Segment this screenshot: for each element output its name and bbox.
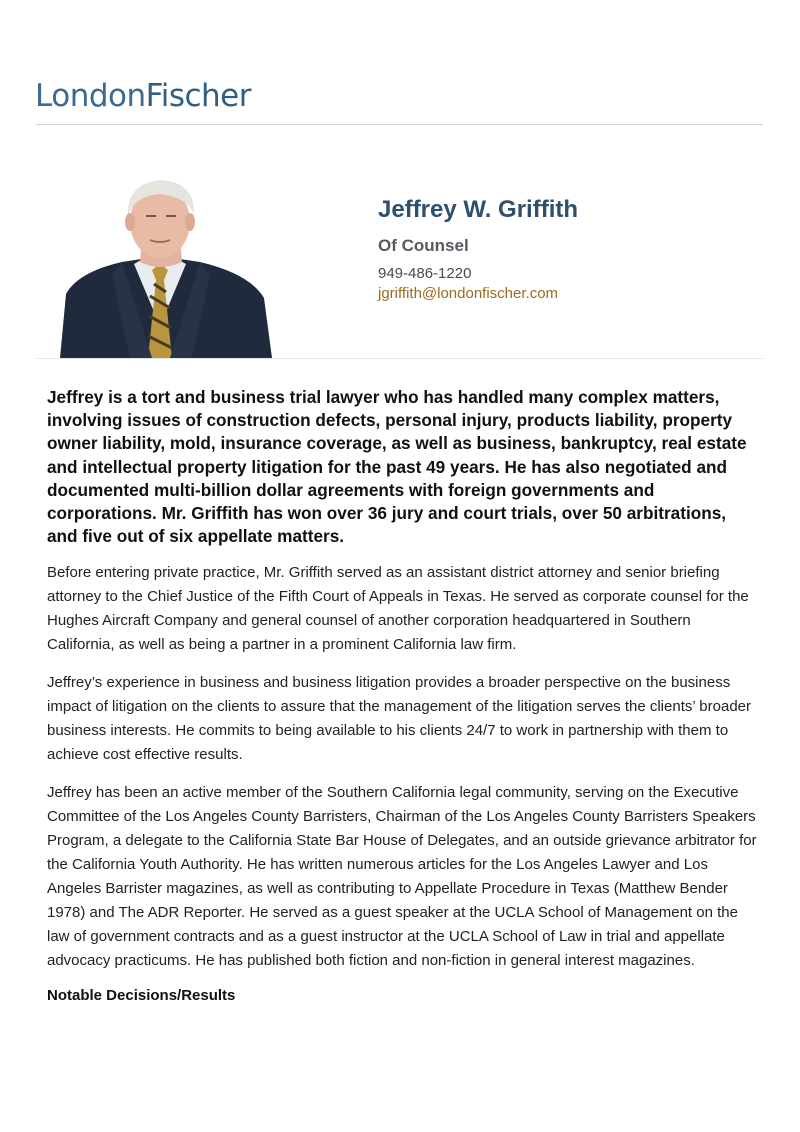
attorney-photo bbox=[60, 176, 272, 358]
bio-paragraph-2: Jeffrey’s experience in business and business litigation provides a broader perspective on the business impact of litigation on the clients to assure that the management of the litigation serves the clients’ broader business interests. He commits to being available to his clients 24/7 to work in partnership with them to achieve cost effective results. bbox=[47, 674, 752, 764]
logo-text-london: London bbox=[35, 78, 146, 114]
bio-lead-paragraph: Jeffrey is a tort and business trial lawyer who has handled many complex matters, involving issues of construction defects, personal injury, products liability, property owner liability, mold, insurance coverage, as well as business, bankruptcy, real estate and intellectual property litigation for the past 49 years. He has also negotiated and documented multi-billion dollar agreements with foreign governments and corporations. Mr. Griffith has won over 36 jury and court trials, over 50 arbitrations, and five out of six appellate matters. bbox=[47, 387, 747, 547]
bio-paragraph-1: Before entering private practice, Mr. Griffith served as an assistant district attorney and senior briefing attorney to the Chief Justice of the Fifth Court of Appeals in Texas. He served as corporate counsel for the Hughes Aircraft Company and general counsel of another corporation headquartered in Southern California, as well as being a partner in a prominent California law firm. bbox=[47, 564, 749, 654]
firm-logo[interactable] bbox=[35, 78, 251, 114]
profile-divider bbox=[36, 358, 763, 359]
attorney-name: Jeffrey W. Griffith bbox=[378, 196, 579, 223]
notable-decisions-heading: Notable Decisions/Results bbox=[47, 987, 236, 1005]
bio-content bbox=[47, 386, 757, 1004]
email-link[interactable]: jgriffith@londonfischer.com bbox=[378, 285, 559, 302]
attorney-title: Of Counsel bbox=[378, 236, 469, 255]
bio-paragraph-3: Jeffrey has been an active member of the Southern California legal community, serving on the Executive Committee of the Los Angeles County Barristers, Chairman of the Los Angeles County Barristers Speakers Program, a delegate to the California State Bar House of Delegates, and an outside grievance arbitrator for the California Youth Authority. He has written numerous articles for the Los Angeles Lawyer and Los Angeles Barrister magazines, as well as contributing to Appellate Procedure in Texas (Matthew Bender 1978) and The ADR Reporter. He served as a guest speaker at the UCLA School of Management on the law of government contracts and as a guest instructor at the UCLA School of Law in trial and appellate advocacy practicums. He has published both fiction and non-fiction in general interest magazines. bbox=[47, 784, 757, 970]
phone-number[interactable]: 949-486-1220 bbox=[378, 265, 472, 282]
header-divider bbox=[36, 124, 763, 125]
logo-text-fischer: Fischer bbox=[145, 78, 251, 114]
